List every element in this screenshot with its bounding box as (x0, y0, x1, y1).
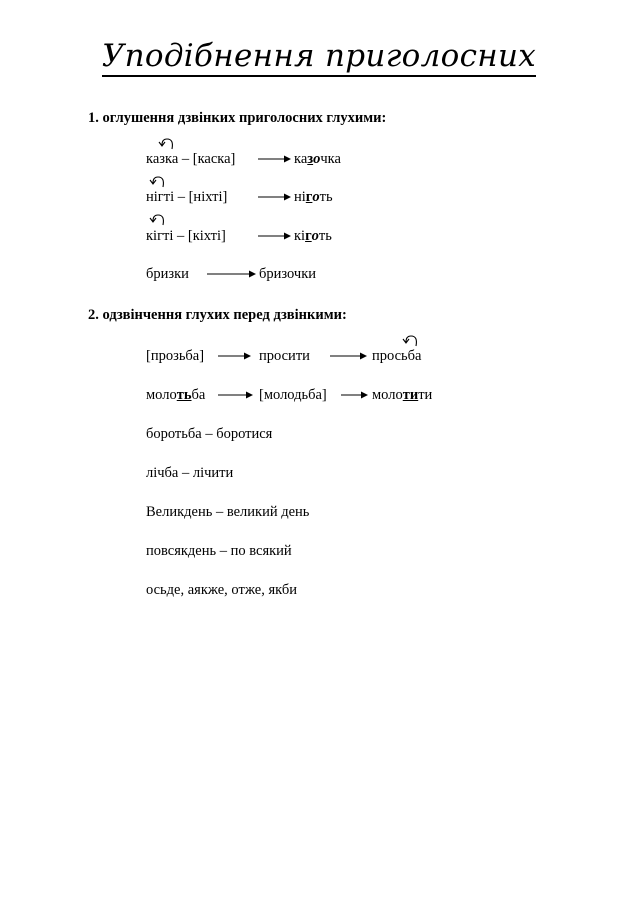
hook-arrow-icon (148, 212, 168, 228)
row2-left: нігті – [ніхті] (146, 189, 228, 205)
s2-line-2: лічба – лічити (146, 465, 234, 481)
s2-row1-b: просити (259, 348, 310, 364)
row2-right (294, 188, 333, 206)
row1-right-part-d: чка (320, 151, 341, 167)
row1-right (294, 150, 341, 168)
row3-right-part-c: о (311, 228, 319, 244)
row2-right-part-b: г (305, 189, 313, 205)
section1-heading: 1. оглушення дзвінких приголосних глухими: (88, 110, 387, 126)
s2-row2-a-part3: ба (191, 387, 206, 403)
s2-line-4: повсякдень – по всякий (146, 543, 292, 559)
arrow-right-icon (218, 351, 252, 361)
s2-row1-c: просьба (372, 348, 422, 364)
arrow-right-icon (207, 269, 257, 279)
row3-right-part-d: ть (318, 228, 332, 244)
arrow-right-icon (330, 351, 368, 361)
s2-line-1: боротьба – боротися (146, 426, 273, 442)
s2-line-3: Великдень – великий день (146, 504, 310, 520)
row3-left: кігті – [кіхті] (146, 228, 226, 244)
s2-row2-c-part2: ти (402, 387, 419, 403)
s2-row2-a (146, 386, 205, 404)
row4-left: бризки (146, 266, 189, 282)
row2-right-part-a: ні (294, 189, 306, 205)
s2-row2-a-part2: ть (176, 387, 192, 403)
row1-right-part-b: з (307, 151, 314, 167)
s2-row2-c-part1: моло (372, 387, 403, 403)
title-text: Уподібнення приголосних (102, 38, 536, 77)
s2-row1-a: [прозьба] (146, 348, 205, 364)
s2-line-5: осьде, аякже, отже, якби (146, 582, 297, 598)
page-title (0, 38, 638, 74)
arrow-right-icon (258, 192, 292, 202)
row3-right-part-a: кі (294, 228, 306, 244)
row3-right-part-b: г (305, 228, 312, 244)
row2-right-part-c: о (312, 189, 320, 205)
arrow-right-icon (341, 390, 369, 400)
s2-row2-b: [молодьба] (259, 387, 327, 403)
row1-left: казка – [каска] (146, 151, 236, 167)
row3-right (294, 227, 332, 245)
row2-right-part-d: ть (319, 189, 333, 205)
s2-row2-c (372, 386, 432, 404)
arrow-right-icon (258, 154, 292, 164)
row1-right-part-c: о (313, 151, 321, 167)
s2-row2-c-part3: ти (418, 387, 433, 403)
arrow-right-icon (218, 390, 254, 400)
row4-right: бризочки (259, 266, 317, 282)
arrow-right-icon (258, 231, 292, 241)
section2-heading: 2. одзвінчення глухих перед дзвінкими: (88, 307, 347, 323)
row1-right-part-a: ка (294, 151, 308, 167)
s2-row2-a-part1: моло (146, 387, 177, 403)
